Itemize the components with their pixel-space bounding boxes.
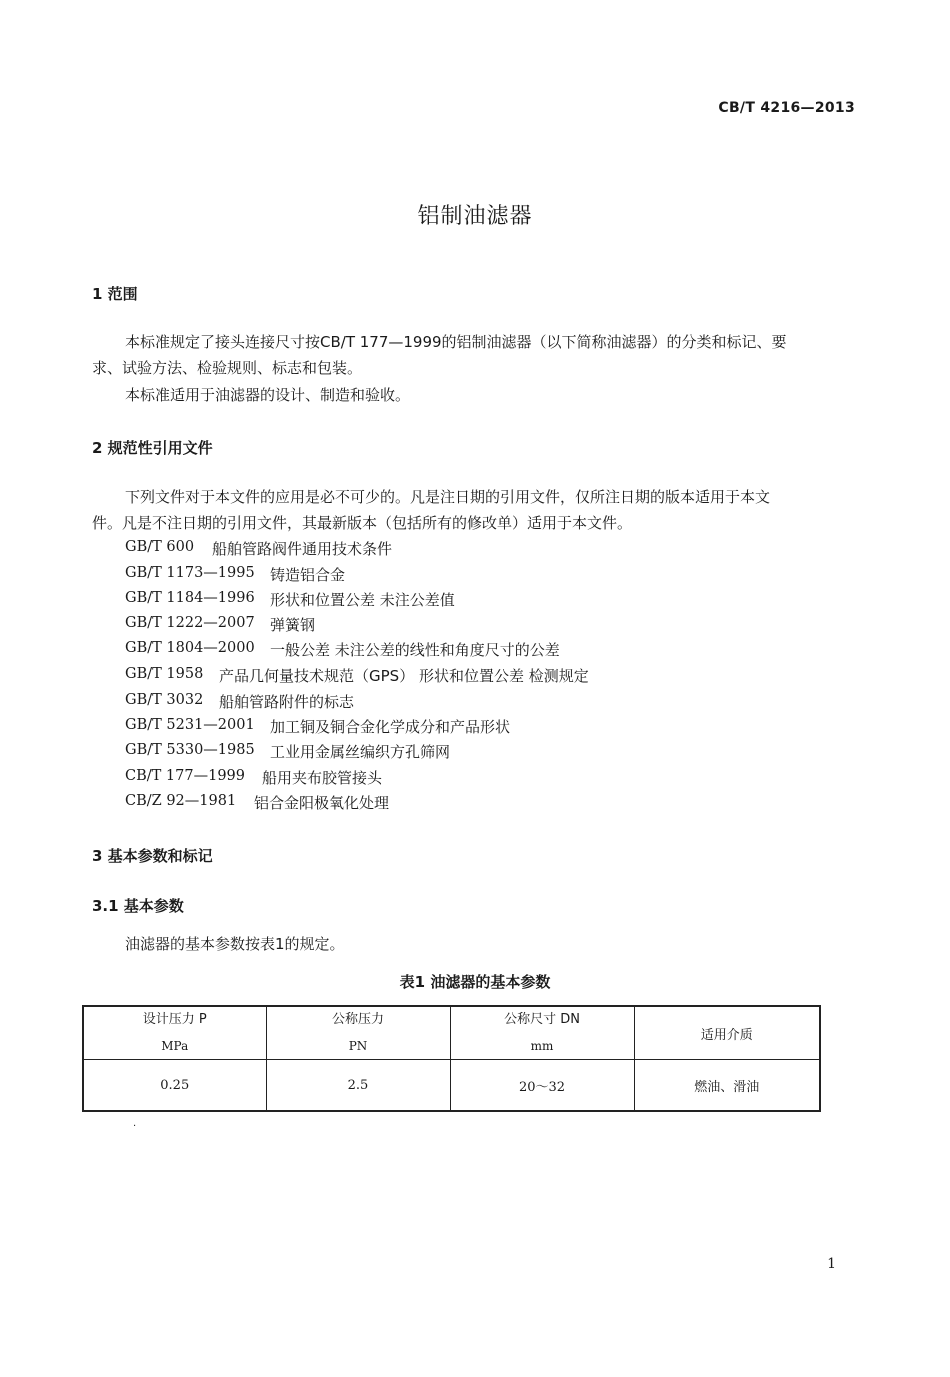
table-caption: 表1 油滤器的基本参数 [399, 973, 551, 991]
reference-title: 船舶管路附件的标志 [219, 693, 355, 711]
table-cell: 0.25 [83, 1060, 266, 1112]
section-1-paragraph-line-2: 求、试验方法、检验规则、标志和包装。 [92, 359, 363, 377]
section-1-paragraph-2: 本标准适用于油滤器的设计、制造和验收。 [125, 386, 411, 404]
table-row [83, 1060, 820, 1112]
reference-code: GB/T 1222—2007 [125, 615, 255, 631]
header-unit: mm [530, 1039, 554, 1053]
reference-code: GB/T 1958 [125, 666, 204, 682]
page-number: 1 [827, 1256, 836, 1272]
reference-title: 工业用金属丝编织方孔筛网 [270, 743, 451, 761]
standard-code: CB/T 4216—2013 [718, 100, 855, 116]
header-label: 公称尺寸 DN [504, 1012, 580, 1027]
scan-speck: · [133, 1121, 137, 1132]
reference-title: 铝合金阳极氧化处理 [254, 794, 390, 812]
reference-code: GB/T 1184—1996 [125, 590, 255, 606]
section-1-heading: 1 范围 [92, 285, 138, 303]
header-unit: MPa [161, 1039, 189, 1053]
section-3-1-text: 油滤器的基本参数按表1的规定。 [125, 935, 345, 953]
header-label: 设计压力 P [142, 1012, 207, 1027]
table-header-row [83, 1006, 820, 1060]
reference-code: GB/T 5231—2001 [125, 717, 255, 733]
section-2-heading: 2 规范性引用文件 [92, 439, 213, 457]
table-cell: 2.5 [266, 1060, 450, 1112]
table-header-cell [634, 1006, 820, 1060]
section-3-heading: 3 基本参数和标记 [92, 847, 213, 865]
reference-code: CB/Z 92—1981 [125, 793, 237, 809]
reference-code: CB/T 177—1999 [125, 768, 245, 784]
reference-title: 形状和位置公差 未注公差值 [270, 591, 455, 609]
section-2-intro-line-2: 件。凡是不注日期的引用文件，其最新版本（包括所有的修改单）适用于本文件。 [92, 514, 633, 532]
table-cell: 燃油、滑油 [634, 1060, 820, 1112]
reference-title: 一般公差 未注公差的线性和角度尺寸的公差 [270, 641, 560, 659]
document-title: 铝制油滤器 [417, 204, 533, 229]
header-label: 适用介质 [700, 1027, 753, 1043]
parameters-table [82, 1005, 821, 1112]
section-2-intro-line-1: 下列文件对于本文件的应用是必不可少的。凡是注日期的引用文件，仅所注日期的版本适用于本文 [125, 488, 771, 506]
reference-code: GB/T 1173—1995 [125, 565, 255, 581]
table-header-cell [83, 1006, 266, 1060]
section-3-1-heading: 3.1 基本参数 [92, 897, 184, 915]
reference-title: 铸造铝合金 [270, 566, 346, 584]
table-header-cell [266, 1006, 450, 1060]
header-label: 公称压力 [331, 1012, 384, 1027]
reference-code: GB/T 3032 [125, 692, 204, 708]
reference-code: GB/T 5330—1985 [125, 742, 255, 758]
table-header-cell [450, 1006, 634, 1060]
reference-code: GB/T 600 [125, 539, 195, 555]
reference-title: 产品几何量技术规范（GPS） 形状和位置公差 检测规定 [219, 667, 589, 685]
table-cell: 20～32 [450, 1060, 634, 1112]
reference-title: 加工铜及铜合金化学成分和产品形状 [270, 718, 511, 736]
header-unit: PN [348, 1039, 368, 1053]
section-1-paragraph-line-1: 本标准规定了接头连接尺寸按CB/T 177—1999的铝制油滤器（以下简称油滤器）的分类和标记、要 [125, 333, 787, 351]
reference-title: 船舶管路阀件通用技术条件 [212, 540, 393, 558]
reference-code: GB/T 1804—2000 [125, 640, 255, 656]
reference-title: 船用夹布胶管接头 [262, 769, 383, 787]
reference-title: 弹簧钢 [270, 616, 316, 634]
